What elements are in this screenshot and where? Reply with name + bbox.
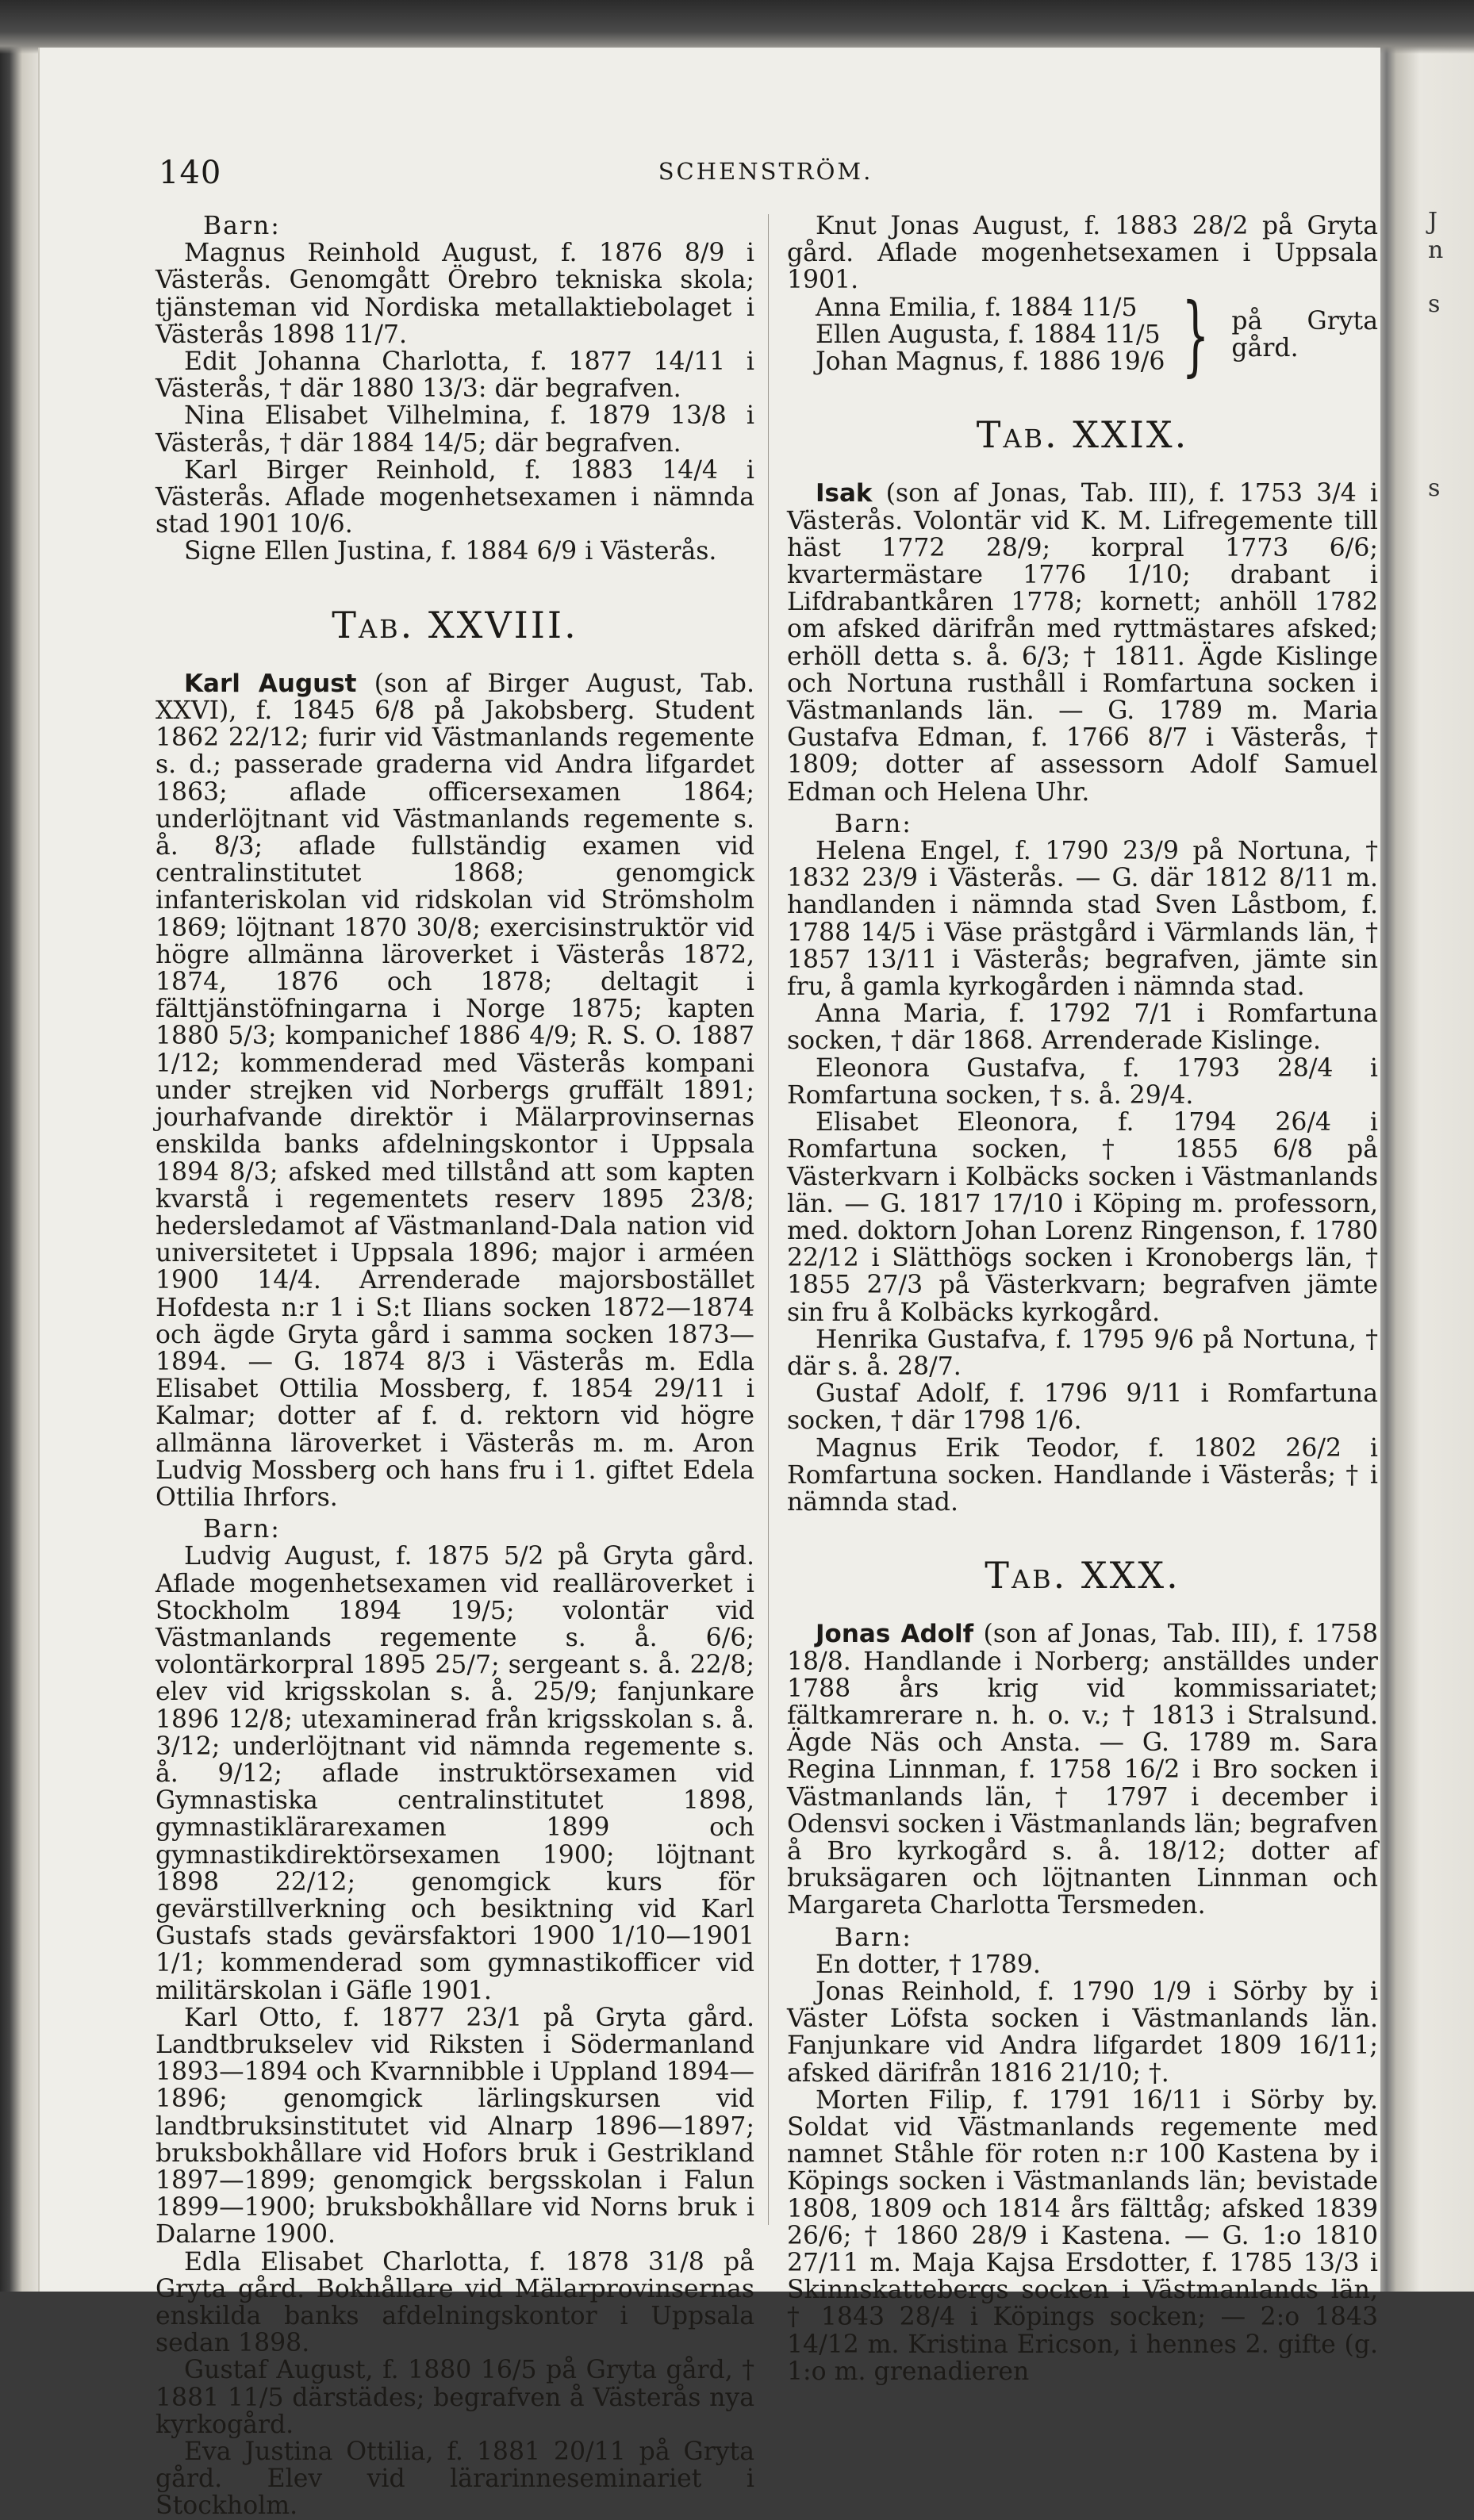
entry-anna-emilia: Anna Emilia, f. 1884 11/5 xyxy=(816,293,1138,322)
section-heading-barn: Barn: xyxy=(203,1515,281,1544)
person-biography: (son af Jonas, Tab. III), f. 1753 3/4 i Västerås. Volontär vid K. M. Lifregemente till häst 1772 28/9; korpral 1773 6/6; kvartermästare 1776 1/10; drabant i Lifdrabantkåren 1778; kornett; anhöll 1782 om afsked därifrån med ryttmästares afsked; erhöll detta s. å. 6/3; † 1811. Ägde Kislinge och Nortuna rusthåll i Romfartuna socken i Västmanlands län. — G. 1789 m. Maria Gustafva Edman, f. 1766 8/7 i Västerås, † 1809; dotter af assessorn Adolf Samuel Edman och Helena Uhr. xyxy=(787,479,1378,807)
person-name: Karl August xyxy=(184,669,357,698)
entry-jonas-reinhold: Jonas Reinhold, f. 1790 1/9 i Sörby by i Väster Löfsta socken i Västmanlands län. Fanjunkare vid Andra lifgardet 1809 16/11; afsked därifrån 1816 21/10; †. xyxy=(787,1977,1378,2088)
entry-karl-otto: Karl Otto, f. 1877 23/1 på Gryta gård. Landtbrukselev vid Riksten i Södermanland 1893—1894 och Kvarnnibble i Uppland 1894—1896; genomgick lärlingskursen vid landtbruksinstitutet vid Alnarp 1896—1897; bruksbokhållare vid Hofors bruk i Gestrikland 1897—1899; genomgick bergsskolan i Falun 1899—1900; bruksbokhållare vid Norns bruk i Dalarne 1900. xyxy=(155,2003,754,2250)
brace-text: på Gryta gård. xyxy=(1231,306,1378,362)
entry-isak xyxy=(787,480,1378,805)
table-heading-xxviii: Tab. XXVIII. xyxy=(332,603,578,646)
table-heading-xxix: Tab. XXIX. xyxy=(976,413,1189,457)
entry-en-dotter: En dotter, † 1789. xyxy=(816,1950,1041,1979)
entry-karl-august xyxy=(155,670,754,1511)
entry-edit: Edit Johanna Charlotta, f. 1877 14/11 i Västerås, † där 1880 13/3: där begrafven. xyxy=(155,347,754,404)
entry-magnus: Magnus Reinhold August, f. 1876 8/9 i Västerås. Genomgått Örebro tekniska skola; tjänsteman vid Nordiska metallaktiebolaget i Västerås 1898 11/7. xyxy=(155,239,754,349)
person-name: Isak xyxy=(816,479,873,508)
entry-gustaf-adolf: Gustaf Adolf, f. 1796 9/11 i Romfartuna socken, † där 1798 1/6. xyxy=(787,1379,1378,1436)
facing-page-letter: n xyxy=(1428,236,1444,264)
scan-top-shadow xyxy=(0,0,1474,54)
entry-jonas-adolf xyxy=(787,1621,1378,1919)
brace-group-gryta xyxy=(787,283,1378,385)
entry-helena: Helena Engel, f. 1790 23/9 på Nortuna, † 1832 23/9 i Västerås. — G. där 1812 8/11 m. handlanden i nämnda stad Sven Låstbom, f. 1788 14/5 i Väse prästgård i Värmlands län, † 1857 13/11 i Västerås; begrafven, jämte sin fru, å gamla kyrkogården i nämnda stad. xyxy=(787,837,1378,1002)
entry-gustaf-august: Gustaf August, f. 1880 16/5 på Gryta gård, † 1881 11/5 därstädes; begrafven å Västerås nya kyrkogård. xyxy=(155,2356,754,2439)
section-heading-barn: Barn: xyxy=(835,809,912,838)
brace-lines xyxy=(787,294,1165,376)
entry-signe: Signe Ellen Justina, f. 1884 6/9 i Västerås. xyxy=(184,537,717,566)
entry-eva: Eva Justina Ottilia, f. 1881 20/11 på Gryta gård. Elev vid lärarinneseminariet i Stockholm. xyxy=(155,2438,754,2520)
entry-henrika: Henrika Gustafva, f. 1795 9/6 på Nortuna, † där s. å. 28/7. xyxy=(787,1325,1378,1381)
entry-anna-maria: Anna Maria, f. 1792 7/1 i Romfartuna socken, † där 1868. Arrenderade Kislinge. xyxy=(787,999,1378,1056)
entry-magnus-erik: Magnus Erik Teodor, f. 1802 26/2 i Romfartuna socken. Handlande i Västerås; † i nämnda stad. xyxy=(787,1433,1378,1517)
running-head: SCHENSTRÖM. xyxy=(658,158,873,185)
entry-morten: Morten Filip, f. 1791 16/11 i Sörby by. Soldat vid Västmanlands regemente med namnet Ståhle för roten n:r 100 Kastena by i Köpings socken i Västmanlands län; bevistade 1808, 1809 och 1814 års fälttåg; afsked 1839 26/6; † 1860 28/9 i Kastena. — G. 1:o 1810 27/11 m. Maja Kajsa Ersdotter, f. 1785 13/3 i Skinnskattebergs socken i Västmanlands län, † 1843 28/4 i Köpings socken; — 2:o 1843 14/12 m. Kristina Ericson, i hennes 2. gifte (g. 1:o m. grenadieren xyxy=(787,2085,1378,2386)
facing-page-letter: s xyxy=(1428,290,1441,318)
right-column xyxy=(787,213,1378,2385)
section-heading-barn: Barn: xyxy=(835,1923,912,1952)
entry-edla: Edla Elisabet Charlotta, f. 1878 31/8 på Gryta gård. Bokhållare vid Mälarprovinsernas enskilda banks afdelningskontor i Uppsala sedan 1898. xyxy=(155,2247,754,2358)
entry-ellen: Ellen Augusta, f. 1884 11/5 xyxy=(816,320,1161,349)
person-biography: (son af Birger August, Tab. XXVI), f. 1845 6/8 på Jakobsberg. Student 1862 22/12; furir vid Västmanlands regemente s. d.; passerade graderna vid Andra lifgardet 1863; aflade officersexamen 1864; underlöjtnant vid Västmanlands regemente s. å. 8/3; aflade fullständig examen vid centralinstitutet 1868; genomgick infanteriskolan vid ridskolan vid Strömsholm 1869; löjtnant 1870 30/8; exercisinstruktör vid högre allmänna läroverket i Västerås 1872, 1874, 1876 och 1878; deltagit i fälttjänstöfningarna i Norge 1875; kapten 1880 5/3; kompanichef 1886 4/9; R. S. O. 1887 1/12; kommenderad med Västerås kompani under strejken vid Norbergs gruffält 1891; jourhafvande direktör i Mälarprovinsernas enskilda banks afdelningskontor i Uppsala 1894 8/3; afsked med tillstånd att som kapten kvarstå i regementets reserv 1895 23/8; hedersledamot af Västmanland-Dala nation vid universitetet i Uppsala 1896; major i arméen 1900 14/4. Arrenderade majorsbostället Hofdesta n:r 1 i S:t Ilians socken 1872—1874 och ägde Gryta gård i samma socken 1873—1894. — G. 1874 8/3 i Västerås m. Edla Elisabet Ottilia Mossberg, f. 1854 29/11 i Kalmar; dotter af f. d. rektorn vid högre allmänna läroverket i Västerås m. m. Aron Ludvig Mossberg och hans fru i 1. giftet Edela Ottilia Ihrfors. xyxy=(155,669,754,1512)
column-divider xyxy=(768,214,769,2225)
page-header xyxy=(159,155,1372,202)
entry-knut: Knut Jonas August, f. 1883 28/2 på Gryta gård. Aflade mogenhetsexamen i Uppsala 1901. xyxy=(787,212,1378,295)
person-name: Jonas Adolf xyxy=(816,1620,974,1649)
entry-johan: Johan Magnus, f. 1886 19/6 xyxy=(816,347,1165,377)
section-heading-barn: Barn: xyxy=(203,212,281,240)
entry-karl-birger: Karl Birger Reinhold, f. 1883 14/4 i Västerås. Aflade mogenhetsexamen i nämnda stad 1901 10/6. xyxy=(155,455,754,539)
facing-page-letter: s xyxy=(1428,474,1441,502)
person-biography: (son af Jonas, Tab. III), f. 1758 18/8. Handlande i Norberg; anställdes under 1788 års krig vid kommissariatet; fältkamrerare n. h. o. v.; † 1813 i Stralsund. Ägde Näs och Ansta. — G. 1789 m. Sara Regina Linnman, f. 1758 16/2 i Bro socken i Västmanlands län, † 1797 i december i Odensvi socken i Västmanlands län; begrafven å Bro kyrkogård s. å. 18/12; dotter af bruksägaren och löjtnanten Linnman och Margareta Charlotta Tersmeden. xyxy=(787,1620,1379,1920)
page-number: 140 xyxy=(159,155,222,191)
curly-brace-icon: } xyxy=(1181,283,1210,385)
entry-nina: Nina Elisabet Vilhelmina, f. 1879 13/8 i Västerås, † där 1884 14/5; där begrafven. xyxy=(155,401,754,458)
left-column xyxy=(155,213,754,2520)
facing-page-letter: J xyxy=(1428,208,1438,236)
entry-elisabet: Elisabet Eleonora, f. 1794 26/4 i Romfartuna socken, † 1855 6/8 på Västerkvarn i Kolbäcks socken i Västmanlands län. — G. 1817 17/10 i Köping m. professorn, med. doktorn Johan Lorenz Ringenson, f. 1780 22/12 i Slätthögs socken i Kronobergs län, † 1855 27/3 på Västerkvarn; begrafven jämte sin fru å Kolbäcks kyrkogård. xyxy=(787,1108,1378,1327)
entry-eleonora: Eleonora Gustafva, f. 1793 28/4 i Romfartuna socken, † s. å. 29/4. xyxy=(787,1053,1378,1110)
entry-ludvig: Ludvig August, f. 1875 5/2 på Gryta gård. Aflade mogenhetsexamen vid realläroverket i Stockholm 1894 19/5; volontär vid Västmanlands regemente s. å. 6/6; volontärkorpral 1895 25/7; sergeant s. å. 22/8; elev vid krigsskolan s. å. 25/9; fanjunkare 1896 12/8; utexaminerad från krigsskolan s. å. 3/12; underlöjtnant vid nämnda regemente s. å. 9/12; aflade instruktörsexamen vid Gymnastiska centralinstitutet 1898, gymnastiklärarexamen 1899 och gymnastikdirektörsexamen 1900; löjtnant 1898 22/12; genomgick kurs för gevärstillverkning och besiktning vid Karl Gustafs stads gevärsfaktori 1900 1/10—1901 1/1; kommenderad som gymnastikofficer vid militärskolan i Gäfle 1901. xyxy=(155,1542,754,2005)
table-heading-xxx: Tab. XXX. xyxy=(985,1554,1180,1598)
